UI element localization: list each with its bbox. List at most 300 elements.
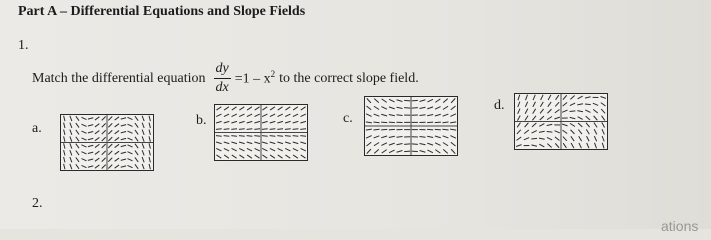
slope-segment [285,148,290,150]
slope-segment [587,143,589,148]
slope-segment [381,114,387,116]
slope-segment [149,150,150,155]
slope-segment [127,138,132,140]
slope-segment [270,142,276,144]
slope-segment [594,143,596,148]
slope-segment [293,142,299,144]
slope-segment [285,142,291,144]
slope-segment [427,114,433,115]
slope-segment [76,137,79,141]
slope-segment [601,109,605,113]
slope-segment [285,136,291,137]
slope-segment [547,117,552,120]
slope-segment [70,123,72,128]
slope-segment [224,155,229,158]
slope-segment [127,145,132,147]
slope-segment [555,102,559,106]
slope-segment [427,99,432,102]
slope-segment [389,143,395,145]
slope-segment [216,107,221,110]
slope-segment [88,118,93,119]
slope-segment [81,124,86,126]
slope-segment [389,150,394,153]
slope-segment [247,155,252,158]
slope-segment [451,149,455,153]
slope-segment [232,148,237,150]
slope-segment [216,114,221,116]
slope-segment [81,159,86,161]
slope-segment [135,157,138,161]
slope-segment [525,95,527,100]
slope-segment [70,136,72,141]
slope-segment [435,150,440,153]
slope-segment [366,122,372,123]
slope-segment [239,121,245,123]
slope-segment [547,144,551,148]
slope-segment [404,151,410,152]
slope-segment [278,155,283,158]
slope-segment [602,122,605,127]
slope-segment [293,129,299,130]
slope-segment [115,165,119,168]
slope-segment [450,122,456,123]
slope-segment [593,103,598,105]
slope-segment [547,131,553,132]
slope-segment [419,115,425,116]
slope-segment [539,131,545,132]
slope-segment [547,109,551,113]
slope-segment [412,151,418,152]
slope-segment [442,122,448,123]
slope-segment [247,121,253,123]
slope-segment [563,137,567,141]
slope-segment [518,109,520,114]
slope-segment [115,124,119,127]
slope-segment [81,138,86,140]
slope-segment [578,117,583,120]
slope-segment [367,98,371,102]
slope-segment [239,114,244,116]
slope-segment [451,106,456,110]
slope-segment [224,136,230,137]
slope-segment [443,149,448,153]
slope-segment [108,117,112,121]
slope-segment [135,130,138,134]
slope-segment [64,164,65,169]
slope-segment [554,117,559,119]
slope-segment [450,114,456,117]
slope-segment [115,117,119,120]
slope-segment [602,143,604,148]
slope-segment [525,102,527,107]
slope-segment [594,129,597,134]
slope-segment [524,138,529,140]
slope-segment [149,136,150,141]
slope-segment [102,123,106,127]
slope-segment [115,131,119,134]
slope-segment [149,143,150,148]
slope-segment [571,143,574,148]
slope-segment [397,100,403,102]
derivative-fraction [214,62,231,95]
slope-segment [516,145,521,147]
slope-segment [102,117,106,121]
slope-segment [127,159,132,161]
slope-segment [70,116,72,121]
slope-segment [533,102,536,107]
slope-segment [121,145,126,146]
slope-segment [224,107,229,110]
slope-segment [255,155,260,158]
slope-segment [577,104,583,105]
slope-segment [81,117,86,119]
slope-segment [382,99,387,102]
slope-segment [142,143,144,148]
slope-segment [427,107,433,109]
slope-segment [427,136,433,137]
slope-segment [254,129,260,130]
slope-segment [442,129,448,130]
slope-field-svg [365,97,457,155]
slope-segment [427,150,432,153]
slope-segment [102,165,106,169]
slope-segment [525,123,529,127]
slope-segment [115,144,119,147]
slope-segment [95,144,99,147]
slope-segment [95,124,99,127]
slope-segment [594,123,597,128]
slope-segment [102,130,106,134]
slope-segment [95,117,99,120]
slope-segment [102,158,106,162]
slope-segment [516,137,521,140]
slope-segment [262,148,267,150]
slope-segment [277,121,283,123]
slope-segment [374,136,380,138]
slope-segment [563,95,567,99]
slope-segment [262,142,268,144]
slope-segment [149,164,150,169]
slope-segment [121,138,126,139]
slope-field-a[interactable] [60,114,154,171]
slope-segment [374,114,380,116]
slope-segment [88,159,93,160]
slope-segment [270,155,275,158]
question-2-number: 2. [32,196,43,211]
slope-segment [115,137,119,140]
slope-segment [278,148,283,150]
slope-segment [64,150,65,155]
slope-segment [435,136,441,138]
slope-segment [270,148,275,150]
slope-segment [586,123,590,127]
slope-segment [435,99,440,102]
slope-segment [541,95,544,100]
slope-segment [142,150,144,155]
slope-segment [540,116,544,120]
slope-segment [570,96,574,100]
slope-segment [570,117,576,118]
slope-segment [254,136,260,137]
slope-segment [555,143,559,147]
slope-segment [579,143,582,148]
slope-segment [262,114,267,116]
slope-segment [76,123,79,127]
slope-segment [270,107,275,110]
slope-segment [563,143,566,148]
slope-segment [374,142,379,145]
slope-segment [450,129,456,130]
slope-segment [108,165,112,169]
slope-segment [548,102,551,107]
fraction-numerator: dy [214,62,231,79]
slope-segment [285,121,291,123]
slope-segment [255,114,260,116]
slope-segment [70,150,72,155]
slope-field-d[interactable] [514,93,608,150]
slope-segment [594,136,596,141]
slope-segment [554,131,559,133]
slope-segment [300,121,306,123]
slope-segment [532,131,537,134]
slope-segment [121,159,126,160]
slope-field-b[interactable] [214,104,308,161]
slope-segment [108,123,112,127]
slope-segment [420,143,426,144]
slope-segment [239,107,244,110]
fraction-denominator: dx [215,80,229,95]
slope-segment [142,157,144,162]
slope-segment [64,157,65,162]
slope-segment [108,158,112,162]
slope-segment [524,130,529,134]
slope-segment [435,107,440,110]
slope-segment [121,125,126,126]
slope-segment [135,151,138,155]
slope-segment [95,137,99,140]
slope-segment [121,152,126,153]
slope-segment [517,123,520,128]
slope-segment [76,157,79,161]
slope-segment [300,142,306,144]
slope-segment [389,114,395,115]
slope-segment [216,155,221,158]
slope-segment [232,114,237,116]
slope-segment [127,131,132,133]
slope-segment [64,136,65,141]
slope-segment [562,130,567,133]
slope-segment [127,165,132,167]
slope-segment [216,148,221,150]
slope-segment [397,151,403,153]
slope-segment [278,114,283,116]
slope-segment [88,152,93,153]
slope-segment [293,148,298,150]
slope-segment [285,129,291,130]
slope-segment [301,155,306,158]
slope-segment [586,116,590,120]
slope-segment [420,100,426,102]
slope-segment [381,107,386,110]
slope-segment [367,149,371,153]
slope-segment [224,148,229,150]
slope-segment [585,104,591,105]
slope-segment [88,131,93,132]
slope-segment [224,114,229,116]
slope-segment [381,129,387,130]
slope-segment [135,123,138,127]
footer-text-fragment: ations [661,218,699,234]
slope-segment [76,144,79,148]
slope-segment [70,143,72,148]
slope-segment [374,99,379,103]
slope-segment [517,130,521,134]
slope-segment [142,123,144,128]
slope-segment [81,145,86,147]
slope-segment [121,166,126,167]
slope-segment [262,129,268,130]
slope-segment [95,165,99,168]
slope-segment [70,157,72,162]
slope-segment [602,116,605,121]
slope-segment [149,123,150,128]
slope-segment [95,158,99,161]
slope-segment [293,107,298,110]
slope-segment [594,116,598,120]
slope-segment [518,95,520,100]
slope-segment [571,136,574,141]
slope-segment [127,117,132,119]
slope-segment [578,96,583,99]
slope-segment [532,116,536,120]
slope-segment [231,136,237,137]
slope-segment [76,164,79,168]
slope-segment [81,165,86,167]
slope-segment [70,130,72,135]
slope-segment [300,136,306,137]
slope-segment [435,122,441,123]
slope-segment [270,136,276,137]
slope-segment [262,136,268,137]
slope-segment [366,106,371,110]
slope-segment [64,130,65,135]
slope-segment [108,137,112,141]
slope-segment [404,100,410,101]
slope-field-svg [215,105,307,160]
equation-exponent: 2 [270,69,276,80]
slope-segment [135,137,138,141]
slope-segment [563,103,568,107]
slope-segment [443,106,448,109]
slope-segment [142,116,144,121]
slope-segment [149,130,150,135]
slope-segment [262,121,268,123]
slope-segment [389,136,395,137]
slope-segment [88,138,93,139]
slope-segment [578,130,581,135]
slope-segment [64,123,65,128]
slope-segment [270,129,276,130]
slope-segment [270,121,276,123]
slope-segment [108,144,112,148]
slope-segment [593,109,598,113]
slope-segment [531,145,537,146]
slope-segment [293,136,299,137]
slope-segment [247,114,252,116]
slope-segment [135,116,138,120]
slope-segment [216,129,222,130]
slope-segment [239,142,245,144]
slope-segment [277,142,283,144]
slope-segment [95,131,99,134]
slope-segment [570,123,575,126]
slope-segment [443,136,449,138]
slope-segment [420,107,426,108]
slope-segment [562,124,567,126]
slope-segment [64,116,65,121]
slope-segment [239,136,245,137]
slope-segment [88,125,93,126]
slope-segment [389,99,394,102]
slope-segment [254,121,260,123]
slope-segment [579,136,582,141]
slope-segment [539,144,544,147]
slope-segment [381,122,387,123]
slope-segment [88,166,93,167]
slope-segment [420,151,426,153]
slope-segment [533,95,535,100]
slope-segment [81,131,86,133]
slope-segment [64,143,65,148]
slope-segment [108,151,112,155]
slope-segment [366,129,372,130]
slope-segment [531,138,537,139]
slope-segment [517,116,520,121]
part-heading: Part A – Differential Equations and Slope Fields [18,4,306,19]
slope-segment [578,123,582,127]
slope-segment [570,130,574,134]
slope-segment [443,99,448,103]
slope-segment [556,95,559,100]
slope-segment [285,155,290,158]
slope-field-svg [515,94,607,149]
slope-segment [443,114,449,116]
option-d-label: d. [494,98,505,113]
slope-segment [381,143,386,146]
slope-segment [247,142,253,144]
slope-segment [451,98,455,102]
slope-segment [562,110,567,112]
slope-segment [149,116,150,121]
slope-segment [570,103,575,106]
slope-segment [601,103,606,106]
slope-segment [108,130,112,134]
slope-segment [570,111,576,112]
slope-segment [127,124,132,126]
slope-segment [216,136,222,137]
slope-segment [525,109,528,114]
slope-segment [239,129,245,130]
slope-segment [231,142,237,144]
slope-segment [239,148,244,150]
slope-segment [262,155,267,158]
slope-segment [142,164,144,169]
slope-segment [216,121,222,123]
slope-segment [539,124,544,127]
slope-segment [435,129,441,130]
slope-segment [540,102,543,107]
slope-field-c[interactable] [364,96,458,156]
